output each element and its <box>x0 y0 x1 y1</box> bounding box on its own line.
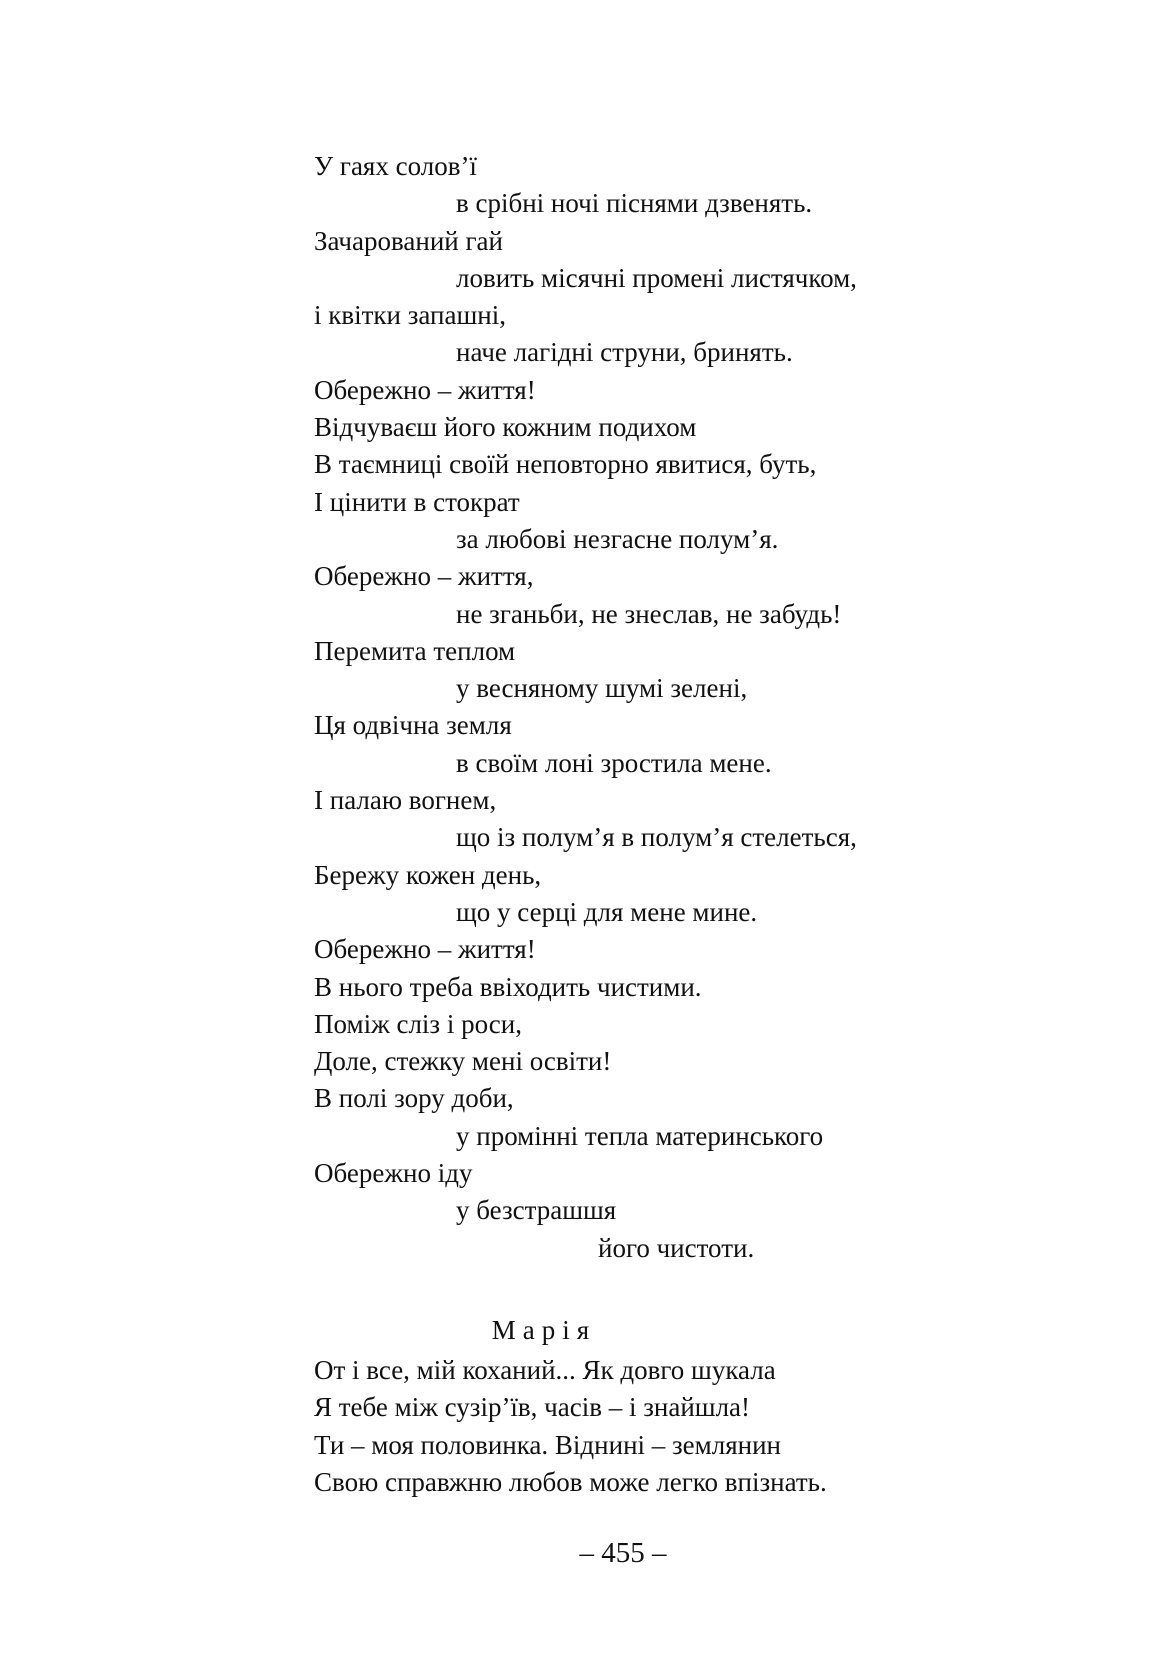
poem-line: у весняному шумі зелені, <box>456 673 748 704</box>
poem-line: за любові незгасне полум’я. <box>456 523 779 554</box>
dialogue-line: Я тебе між сузір’їв, часів – і знайшла! <box>314 1392 751 1423</box>
poem-line: його чистоти. <box>598 1232 755 1263</box>
poem-line: в срібні ночі піснями дзвенять. <box>456 188 813 219</box>
poem-line: Обережно – життя, <box>314 561 534 592</box>
poem-line: Відчуваєш його кожним подихом <box>314 412 697 443</box>
poem-line: у безстрашшя <box>456 1195 617 1226</box>
poem-line: Обережно – життя! <box>314 374 536 405</box>
poem-line: Ця одвічна земля <box>314 710 512 741</box>
poem-line: Доле, стежку мені освіти! <box>314 1046 612 1077</box>
poem-line: В таємниці своїй неповторно явитися, буть, <box>314 449 817 480</box>
poem-line: В нього треба ввіходить чистими. <box>314 971 702 1002</box>
poem-line: і квітки запашні, <box>314 300 506 331</box>
poem-line: наче лагідні струни, бринять. <box>456 337 793 368</box>
poem-line: не зганьби, не знеслав, не забудь! <box>456 598 842 629</box>
poem-line: що із полум’я в полум’я стелеться, <box>456 822 857 853</box>
poem-line: Бережу кожен день, <box>314 859 542 890</box>
poem-line: що у серці для мене мине. <box>456 896 758 927</box>
character-name: Марія <box>491 1315 597 1345</box>
poem-line: ловить місячні промені листячком, <box>456 262 857 293</box>
poem-line: Поміж сліз і роси, <box>314 1008 522 1039</box>
dialogue-line: Ти – моя половинка. Віднині – землянин <box>314 1429 781 1460</box>
poem-line: Обережно іду <box>314 1158 473 1189</box>
poem-line: В полі зору доби, <box>314 1083 514 1114</box>
poem-line: У гаях солов’ї <box>314 151 477 181</box>
dialogue-line: Свою справжню любов може легко впізнать. <box>314 1466 827 1497</box>
dialogue-line: От і все, мій коханий... Як довго шукала <box>314 1355 776 1385</box>
poem-line: в своїм лоні зростила мене. <box>456 747 772 778</box>
poem-line: Зачарований гай <box>314 225 503 256</box>
poem-stanza <box>314 148 1074 1267</box>
poem-line: І палаю вогнем, <box>314 785 497 816</box>
dialogue-stanza <box>314 1352 1074 1501</box>
page-number: – 455 – <box>579 1537 667 1569</box>
poem-line: у промінні тепла материнського <box>456 1120 824 1151</box>
poem-line: І цінити в стократ <box>314 486 520 517</box>
poem-line: Перемита теплом <box>314 635 516 666</box>
poem-line: Обережно – життя! <box>314 934 536 965</box>
